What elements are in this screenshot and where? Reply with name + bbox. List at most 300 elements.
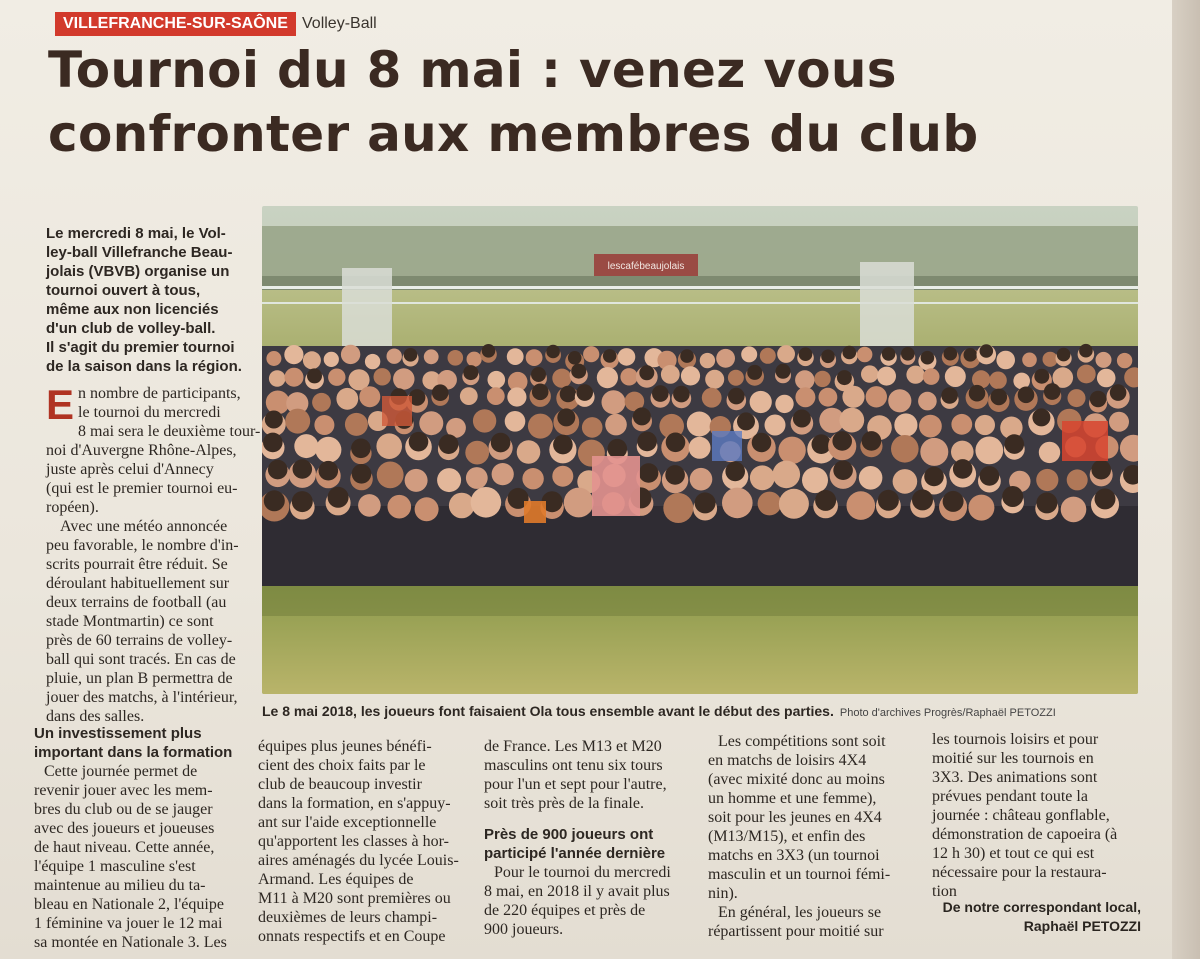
body-line: de France. Les M13 et M20 (484, 738, 662, 755)
crowd-head (877, 367, 896, 386)
crowd-hair (637, 432, 657, 452)
crowd-head (467, 352, 482, 367)
body-line: Avec une météo annoncée (60, 518, 228, 535)
body-line: cient des choix faits par le (258, 757, 426, 774)
crowd-head (419, 411, 443, 435)
location-kicker: VILLEFRANCHE-SUR-SAÔNE (55, 12, 296, 36)
crowd-head (303, 351, 321, 369)
crowd-head (945, 366, 966, 387)
crowd-head (552, 466, 573, 487)
crowd-head (460, 387, 478, 405)
crowd-head (795, 370, 814, 389)
body-line: aires aménagés du lycée Louis- (258, 852, 459, 869)
body-line: bres du club ou de se jauger (34, 801, 213, 818)
body-line: avec des joueurs et joueuses (34, 820, 215, 837)
crowd-hair (1044, 383, 1061, 400)
crowd-head (918, 392, 937, 411)
crowd-hair (725, 462, 745, 482)
drop-cap: E (46, 381, 75, 428)
crowd-hair (878, 490, 899, 511)
crowd-hair (943, 491, 964, 512)
crowd-head (777, 345, 795, 363)
crowd-hair (991, 389, 1008, 406)
crowd-head (492, 463, 514, 485)
crowd-head (750, 391, 772, 413)
crowd-head (1077, 365, 1096, 384)
crowd-hair (1095, 488, 1116, 509)
crowd-hair (1034, 369, 1049, 384)
crowd-hair (980, 466, 1000, 486)
body-line: répartissent pour moitié sur (708, 923, 884, 940)
body-line: peu favorable, le nombre d'in- (46, 537, 239, 554)
crowd-head (266, 351, 281, 366)
crowd-head (505, 411, 526, 432)
crowd-hair (639, 365, 654, 380)
body-line: onnats respectifs et en Coupe (258, 928, 446, 945)
crowd-hair (1091, 460, 1111, 480)
crowd-head (888, 389, 911, 412)
crowd-head (814, 371, 830, 387)
crowd-head (315, 437, 341, 463)
body-line: soit pour les jeunes en 4X4 (708, 809, 882, 826)
crowd-head (620, 368, 637, 385)
caption-text: Le 8 mai 2018, les joueurs font faisaient Ola tous ensemble avant le début des parties. (262, 703, 834, 719)
body-line: stade Montmartin) ce sont (46, 613, 214, 630)
body-line: tion (932, 883, 957, 900)
crowd-hair (953, 459, 973, 479)
subhead: Un investissement plus (34, 725, 202, 742)
body-line: juste après celui d'Annecy (46, 461, 214, 478)
body-column-2 (258, 737, 470, 946)
lede-line: jolais (VBVB) organise un (46, 263, 230, 280)
body-line: un homme et une femme), (708, 790, 877, 807)
crowd-head (802, 467, 828, 493)
body-line: les tournois loisirs et pour (932, 731, 1099, 748)
body-line: dans des salles. (46, 708, 145, 725)
body-line: bleau en Nationale 2, l'équipe (34, 896, 224, 913)
crowd-hair (263, 433, 283, 453)
crowd-head (359, 386, 380, 407)
lede-line: d'un club de volley-ball. (46, 320, 216, 337)
article-headline (48, 38, 1168, 166)
body-line: club de beaucoup investir (258, 776, 422, 793)
article-lede (46, 224, 252, 376)
crowd-hair (432, 384, 449, 401)
headline-line-2: confronter aux membres du club (48, 105, 979, 163)
body-line: noi d'Auvergne Rhône-Alpes, (46, 442, 237, 459)
body-line: deuxièmes de leurs champi- (258, 909, 438, 926)
crowd-head (839, 408, 864, 433)
body-line: déroulant habituellement sur (46, 575, 230, 592)
subhead: participé l'année dernière (484, 845, 666, 862)
crowd-hair (747, 365, 762, 380)
crowd-hair (404, 348, 418, 362)
crowd-head (975, 437, 1003, 465)
subhead: Près de 900 joueurs ont (484, 826, 654, 843)
author-signature (935, 898, 1141, 936)
body-line: de haut niveau. Cette année, (34, 839, 215, 856)
crowd-head (597, 367, 618, 388)
body-line: sa montée en Nationale 3. Les (34, 934, 227, 951)
crowd-hair (666, 433, 686, 453)
crowd-head (374, 368, 391, 385)
crowd-hair (557, 408, 575, 426)
crowd-head (285, 368, 304, 387)
body-line: Armand. Les équipes de (258, 871, 414, 888)
crowd-head (920, 438, 948, 466)
crowd-head (690, 468, 713, 491)
body-column-5 (932, 730, 1146, 901)
photo-caption (262, 702, 1142, 722)
crowd-head (564, 488, 594, 518)
body-line: ant sur l'aide exceptionnelle (258, 814, 437, 831)
body-column-1 (46, 381, 261, 726)
body-line: dans la formation, en s'appuy- (258, 795, 451, 812)
crowd-hair (560, 386, 577, 403)
crowd-hair (673, 386, 690, 403)
crowd-head (663, 493, 693, 523)
subhead: important dans la formation (34, 744, 233, 761)
signature-line: Raphaël PETOZZI (1023, 918, 1141, 934)
body-column-4 (708, 732, 922, 941)
lede-line: de la saison dans la région. (46, 358, 242, 375)
crowd-hair (833, 460, 853, 480)
body-line: moitié sur les tournois en (932, 750, 1094, 767)
crowd-head (951, 414, 972, 435)
crowd-head (861, 365, 878, 382)
body-line: 8 mai sera le deuxième tour- (78, 423, 261, 440)
crowd-hair (633, 407, 651, 425)
body-line: 8 mai, en 2018 il y avait plus (484, 883, 670, 900)
crowd-head (716, 349, 735, 368)
body-line: masculin et un tournoi fémi- (708, 866, 891, 883)
crowd-hair (307, 368, 322, 383)
crowd-hair (264, 490, 285, 511)
crowd-head (1067, 469, 1088, 490)
crowd-head (1043, 352, 1058, 367)
crowd-head (975, 415, 995, 435)
crowd-hair (491, 433, 511, 453)
crowd-hair (293, 459, 313, 479)
lede-line: même aux non licenciés (46, 301, 219, 318)
crowd-hair (1032, 408, 1050, 426)
crowd-head (448, 350, 464, 366)
lede-line: Le mercredi 8 mai, le Vol- (46, 225, 226, 242)
crowd-hair (912, 489, 933, 510)
crowd-head (758, 492, 782, 516)
section-rubric: Volley-Ball (302, 15, 377, 32)
crowd-head (891, 435, 919, 463)
crowd-head (661, 365, 680, 384)
crowd-head (507, 348, 524, 365)
crowd-hair (608, 439, 628, 459)
crowd-head (488, 371, 506, 389)
body-line: matchs en 3X3 (un tournoi (708, 847, 880, 864)
crowd-hair (944, 347, 958, 361)
crowd-head (377, 462, 404, 489)
crowd-head (345, 413, 368, 436)
crowd-hair (837, 370, 852, 385)
body-line: ropéen). (46, 499, 99, 516)
crowd-head (466, 467, 488, 489)
crowd-head (775, 395, 793, 413)
crowd-hair (1057, 348, 1071, 362)
crowd-hair (969, 385, 986, 402)
body-line: scrits pourrait être réduit. Se (46, 556, 228, 573)
crowd-hair (793, 410, 811, 428)
crowd-hair (1005, 434, 1025, 454)
body-line: 3X3. Des animations sont (932, 769, 1098, 786)
crowd-hair (737, 412, 755, 430)
signature-line: De notre correspondant local, (942, 899, 1141, 915)
crowd-hair (409, 432, 429, 452)
crowd-head (507, 387, 526, 406)
crowd-hair (843, 346, 857, 360)
crowd-head (989, 372, 1007, 390)
crowd-hair (832, 431, 852, 451)
crowd-hair (776, 364, 791, 379)
crowd-head (618, 348, 636, 366)
lede-line: ley-ball Villefranche Beau- (46, 244, 233, 261)
crowd-head (819, 388, 838, 407)
body-line: En général, les joueurs se (718, 904, 882, 921)
crowd-head (1061, 497, 1087, 523)
crowd-head (923, 368, 940, 385)
crowd-head (765, 415, 786, 436)
crowd-head (1039, 442, 1060, 463)
crowd-head (760, 348, 776, 364)
crowd-hair (921, 351, 935, 365)
body-line: de 220 équipes et près de (484, 902, 646, 919)
body-line: (M13/M15), et enfin des (708, 828, 866, 845)
crowd-head (1109, 412, 1129, 432)
crowd-head (741, 346, 757, 362)
crowd-hair (1090, 391, 1107, 408)
crowd-hair (568, 351, 582, 365)
crowd-head (328, 369, 345, 386)
body-line: jouer des matchs, à l'intérieur, (46, 689, 238, 706)
crowd-hair (815, 490, 836, 511)
crowd-head (437, 468, 461, 492)
crowd-hair (1036, 492, 1057, 513)
crowd-head (583, 346, 599, 362)
headline-line-1: Tournoi du 8 mai : venez vous (48, 41, 897, 99)
crowd-head (996, 351, 1015, 370)
crowd-hair (665, 465, 685, 485)
crowd-head (893, 469, 918, 494)
crowd-hair (1018, 387, 1035, 404)
crowd-head (393, 368, 414, 389)
crowd-hair (319, 461, 339, 481)
crowd-hair (964, 348, 978, 362)
body-line: pluie, un plan B permettra de (46, 670, 233, 687)
crowd-hair (576, 384, 593, 401)
body-line: près de 60 terrains de volley- (46, 632, 233, 649)
body-line: revenir jouer avec les mem- (34, 782, 213, 799)
body-line: 1 féminine va jouer le 12 mai (34, 915, 223, 932)
crowd-hair (1079, 344, 1093, 358)
crowd-head (1097, 369, 1116, 388)
crowd-head (605, 414, 627, 436)
crowd-head (702, 388, 722, 408)
crowd-head (526, 349, 543, 366)
crowd-photo-illustration (262, 206, 1138, 694)
crowd-head (705, 370, 724, 389)
crowd-hair (680, 349, 694, 363)
crowd-head (415, 497, 439, 521)
crowd-hair (532, 384, 549, 401)
team-photo (262, 206, 1138, 694)
crowd-hair (752, 433, 772, 453)
body-line: nin). (708, 885, 738, 902)
crowd-head (1022, 353, 1037, 368)
crowd-hair (941, 387, 958, 404)
crowd-head (471, 487, 502, 518)
page-edge (1172, 0, 1200, 959)
photo-credit: Photo d'archives Progrès/Raphaël PETOZZI (839, 707, 1056, 719)
crowd-hair (821, 350, 835, 364)
crowd-hair (553, 435, 573, 455)
body-line: (qui est le premier tournoi eu- (46, 480, 238, 497)
crowd-hair (292, 491, 313, 512)
crowd-head (750, 465, 775, 490)
crowd-head (681, 366, 700, 385)
crowd-head (341, 345, 360, 364)
body-line: masculins ont tenu six tours (484, 757, 663, 774)
crowd-head (376, 433, 402, 459)
crowd-head (528, 414, 553, 439)
crowd-head (465, 441, 489, 465)
body-line: n nombre de participants, (78, 385, 241, 402)
crowd-head (284, 345, 303, 364)
crowd-head (487, 387, 505, 405)
body-line: maintenue au milieu du ta- (34, 877, 206, 894)
body-line: Pour le tournoi du mercredi (494, 864, 671, 881)
crowd-hair (482, 344, 496, 358)
crowd-head (919, 415, 942, 438)
crowd-head (722, 488, 753, 519)
body-line: journée : château gonflable, (932, 807, 1110, 824)
crowd-hair (812, 434, 832, 454)
crowd-head (387, 349, 402, 364)
body-line: Cette journée permet de (44, 763, 198, 780)
crowd-hair (268, 460, 288, 480)
crowd-head (1117, 353, 1132, 368)
crowd-head (336, 388, 358, 410)
body-line: 12 h 30) et tout ce qui est (932, 845, 1095, 862)
crowd-head (314, 415, 334, 435)
crowd-hair (439, 434, 459, 454)
crowd-hair (463, 365, 478, 380)
crowd-head (473, 409, 496, 432)
crowd-head (517, 440, 541, 464)
body-column-3 (484, 737, 698, 939)
crowd-hair (571, 364, 586, 379)
crowd-hair (328, 487, 349, 508)
crowd-head (866, 386, 887, 407)
crowd-head (1096, 352, 1112, 368)
body-line: pour l'un et sept pour l'autre, (484, 776, 667, 793)
crowd-head (847, 491, 876, 520)
crowd-head (424, 349, 439, 364)
crowd-head (700, 353, 715, 368)
crowd-head (842, 386, 864, 408)
crowd-head (795, 387, 815, 407)
crowd-hair (351, 439, 371, 459)
crowd-head (906, 366, 924, 384)
crowd-head (312, 393, 331, 412)
crowd-head (582, 417, 603, 438)
body-line: en matchs de loisirs 4X4 (708, 752, 867, 769)
crowd-hair (639, 463, 659, 483)
crowd-head (522, 468, 543, 489)
body-line: ball qui sont tracés. En cas de (46, 651, 236, 668)
crowd-head (388, 495, 412, 519)
body-line: soit très près de la finale. (484, 795, 644, 812)
lede-line: tournoi ouvert à tous, (46, 282, 201, 299)
crowd-head (773, 461, 801, 489)
crowd-head (552, 369, 571, 388)
body-line: équipes plus jeunes bénéfi- (258, 738, 432, 755)
crowd-head (779, 489, 809, 519)
body-line: qu'apportent les classes à hor- (258, 833, 449, 850)
crowd-head (269, 370, 286, 387)
crowd-head (324, 352, 339, 367)
banner-text: lescafébeaujolais (607, 261, 685, 272)
crowd-head (857, 347, 872, 362)
crowd-hair (728, 388, 745, 405)
crowd-hair (882, 347, 896, 361)
crowd-hair (901, 347, 915, 361)
crowd-head (894, 413, 917, 436)
crowd-head (602, 390, 626, 414)
crowd-hair (980, 344, 994, 358)
body-line: l'équipe 1 masculine s'est (34, 858, 196, 875)
body-line: Les compétitions sont soit (718, 733, 886, 750)
crowd-head (859, 466, 883, 490)
crowd-head (689, 437, 711, 459)
crowd-head (687, 412, 712, 437)
crowd-head (365, 354, 380, 369)
crowd-hair (1002, 486, 1023, 507)
crowd-head (358, 494, 381, 517)
crowd-hair (531, 367, 546, 382)
crowd-head (968, 495, 994, 521)
crowd-hair (1110, 384, 1127, 401)
body-line: nécessaire pour la restaura- (932, 864, 1107, 881)
lede-line: Il s'agit du premier tournoi (46, 339, 235, 356)
crowd-hair (862, 431, 882, 451)
crowd-hair (652, 385, 669, 402)
crowd-head (1068, 389, 1086, 407)
crowd-hair (352, 464, 372, 484)
crowd-head (449, 493, 475, 519)
crowd-hair (695, 492, 716, 513)
body-line: deux terrains de football (au (46, 594, 227, 611)
crowd-hair (924, 467, 944, 487)
crowd-head (266, 391, 290, 415)
body-line: (avec mixité donc au moins (708, 771, 885, 788)
crowd-hair (265, 411, 283, 429)
crowd-head (294, 434, 318, 458)
crowd-head (405, 469, 428, 492)
crowd-head (285, 409, 310, 434)
crowd-head (728, 370, 744, 386)
body-line: M11 à M20 sont premières ou (258, 890, 451, 907)
crowd-head (1036, 469, 1058, 491)
crowd-hair (799, 347, 813, 361)
crowd-hair (546, 345, 560, 359)
